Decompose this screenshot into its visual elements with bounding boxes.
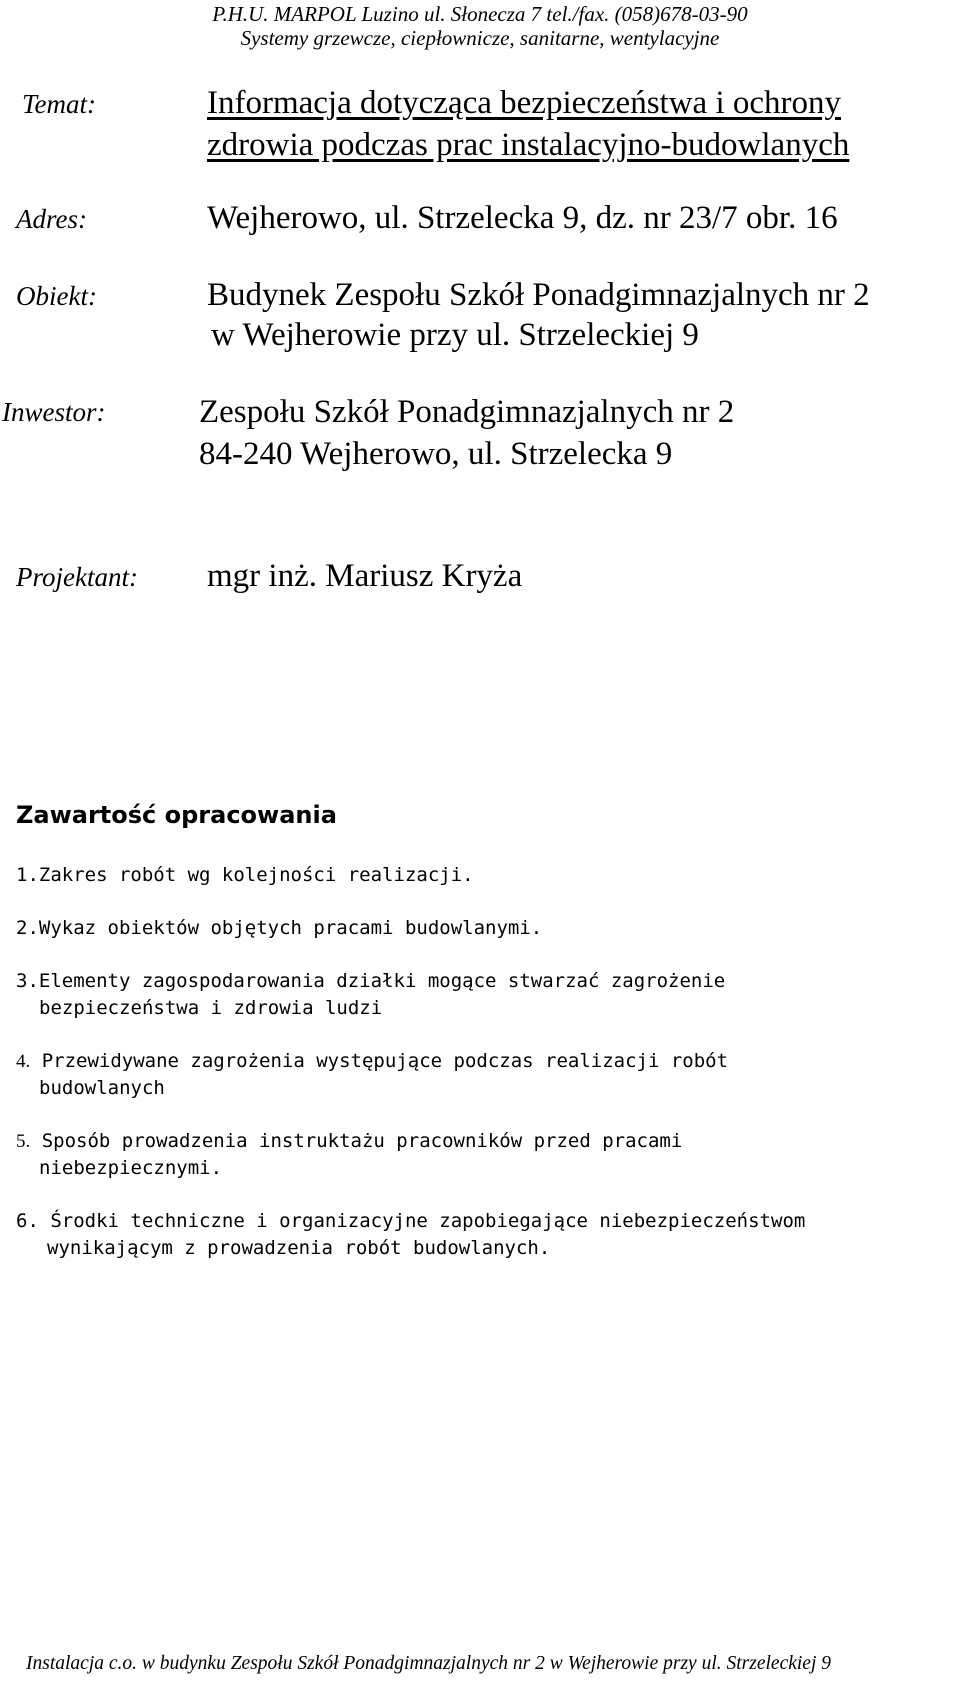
inwestor-label: Inwestor: — [2, 397, 106, 427]
contents-item-5 — [16, 1128, 682, 1155]
contents-item-4 — [16, 1048, 728, 1075]
contents-item-2 — [16, 915, 542, 942]
contents-item-6-cont: wynikającym z prowadzenia robót budowlanych. — [47, 1237, 551, 1259]
temat-line-2: zdrowia podczas prac instalacyjno-budowlanych — [207, 127, 850, 163]
item-number: 3. — [16, 970, 39, 992]
item-text: Zakres robót wg kolejności realizacji. — [38, 864, 474, 886]
projektant-label: Projektant: — [16, 562, 138, 592]
contents-item-5-cont: niebezpiecznymi. — [39, 1157, 223, 1179]
obiekt-line-2: w Wejherowie przy ul. Strzeleckiej 9 — [211, 317, 699, 353]
item-number: 6. — [16, 1210, 39, 1232]
item-text: Wykaz obiektów objętych pracami budowlanymi. — [38, 917, 543, 939]
inwestor-line-2: 84-240 Wejherowo, ul. Strzelecka 9 — [199, 436, 673, 472]
temat-label: Temat: — [22, 89, 97, 119]
inwestor-line-1: Zespołu Szkół Ponadgimnazjalnych nr 2 — [199, 394, 735, 430]
contents-item-3-cont: bezpieczeństwa i zdrowia ludzi — [39, 997, 383, 1019]
company-header-line1: P.H.U. MARPOL Luzino ul. Słonecza 7 tel./fax. (058)678-03-90 — [212, 2, 748, 26]
adres-value: Wejherowo, ul. Strzelecka 9, dz. nr 23/7 obr. 16 — [207, 200, 838, 236]
item-text: Elementy zagospodarowania działki mogące stwarzać zagrożenie — [38, 970, 726, 992]
obiekt-line-1: Budynek Zespołu Szkół Ponadgimnazjalnych nr 2 — [207, 277, 870, 313]
temat-line-1: Informacja dotycząca bezpieczeństwa i ochrony — [207, 85, 841, 121]
item-text: Środki techniczne i organizacyjne zapobiegające niebezpieczeństwom — [50, 1210, 806, 1232]
adres-label: Adres: — [16, 204, 87, 234]
contents-item-4-cont: budowlanych — [39, 1077, 165, 1099]
item-number: 1. — [16, 864, 39, 886]
contents-item-6 — [16, 1208, 805, 1235]
page-footer: Instalacja c.o. w budynku Zespołu Szkół Ponadgimnazjalnych nr 2 w Wejherowie przy ul. Strzeleckiej 9 — [26, 1653, 831, 1674]
obiekt-label: Obiekt: — [16, 281, 97, 311]
projektant-value: mgr inż. Mariusz Kryża — [207, 558, 523, 594]
contents-item-1 — [16, 862, 474, 889]
item-text: Przewidywane zagrożenia występujące podczas realizacji robót — [41, 1050, 729, 1072]
item-text: Sposób prowadzenia instruktażu pracowników przed pracami — [41, 1130, 683, 1152]
item-number: 2. — [16, 917, 39, 939]
item-number: 5. — [16, 1131, 31, 1152]
contents-heading: Zawartość opracowania — [16, 801, 337, 829]
company-header-line2: Systemy grzewcze, ciepłownicze, sanitarne, wentylacyjne — [240, 26, 720, 50]
contents-item-3 — [16, 968, 725, 995]
item-number: 4. — [16, 1051, 31, 1072]
